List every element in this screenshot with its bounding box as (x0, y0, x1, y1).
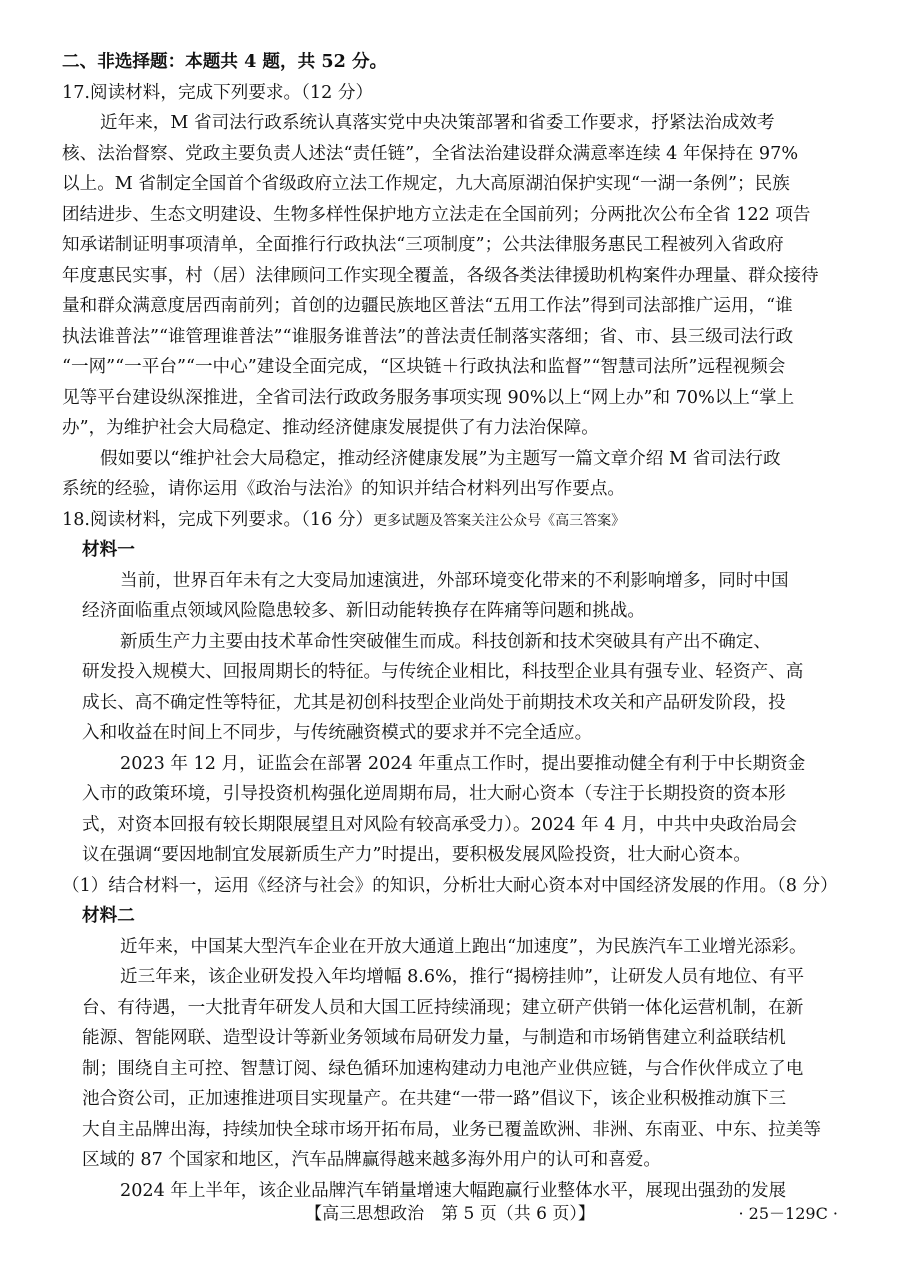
q17-paragraph-line: 近年来，M 省司法行政系统认真落实党中央决策部署和省委工作要求，抒紧法治成效考 (100, 113, 775, 133)
q17-paragraph-line: “一网”“一平台”“一中心”建设全面完成，“区块链＋行政执法和监督”“智慧司法所”远程视频会 (62, 357, 786, 377)
m1-paragraph-line: 新质生产力主要由技术革命性突破催生而成。科技创新和技术突破具有产出不确定、 (120, 632, 771, 652)
q17-paragraph-line: 团结进步、生态文明建设、生物多样性保护地方立法走在全国前列；分两批次公布全省 122 项告 (62, 205, 811, 225)
q17-task-line: 假如要以“维护社会大局稳定，推动经济健康发展”为主题写一篇文章介绍 M 省司法行政 (100, 449, 781, 469)
material-2-title: 材料二 (82, 905, 135, 926)
m1-paragraph-line: 式，对资本回报有较长期限展望且对风险有较高承受力）。2024 年 4 月，中共中央政治局会 (82, 815, 797, 835)
m2-paragraph-line: 大自主品牌出海，持续加快全球市场开拓布局，业务已覆盖欧洲、非洲、东南亚、中东、拉美等 (82, 1120, 821, 1140)
q17-paragraph-line: 以上。M 省制定全国首个省级政府立法工作规定，九大高原湖泊保护实现“一湖一条例”；民族 (62, 174, 790, 194)
m2-paragraph-line: 池合资公司，正加速推进项目实现量产。在共建“一带一路”倡议下，该企业积极推动旗下三 (82, 1089, 787, 1109)
m1-paragraph-line: 研发投入规模大、回报周期长的特征。与传统企业相比，科技型企业具有强专业、轻资产、高 (82, 662, 804, 682)
q17-paragraph-line: 核、法治督察、党政主要负责人述法“责任链”，全省法治建设群众满意率连续 4 年保持在 97% (62, 144, 799, 164)
m2-paragraph-line: 台、有待遇，一大批青年研发人员和大国工匠持续涌现；建立研产供销一体化运营机制，在新 (82, 998, 804, 1018)
m1-paragraph-line: 当前，世界百年未有之大变局加速演进，外部环境变化带来的不利影响增多，同时中国 (120, 571, 789, 591)
question-18-stem-text: 18.阅读材料，完成下列要求。（16 分） (62, 510, 374, 530)
m2-paragraph-line: 近年来，中国某大型汽车企业在开放大通道上跑出“加速度”，为民族汽车工业增光添彩。 (120, 937, 807, 957)
m1-paragraph-line: 入市的政策环境，引导投资机构强化逆周期布局，壮大耐心资本（专注于长期投资的资本形 (82, 784, 786, 804)
q17-paragraph-line: 执法谁普法”“谁管理谁普法”“谁服务谁普法”的普法责任制落实落细；省、市、县三级司法行政 (62, 327, 794, 347)
watermark-text: 更多试题及答案关注公众号《高三答案》 (373, 513, 626, 529)
m1-paragraph-line: 议在强调“要因地制宜发展新质生产力”时提出，要积极发展风险投资，壮大耐心资本。 (82, 845, 751, 865)
m2-paragraph-line: 近三年来，该企业研发投入年均增幅 8.6%，推行“揭榜挂帅”，让研发人员有地位、有平 (120, 967, 805, 987)
m2-paragraph-line: 制；围绕自主可控、智慧订阅、绿色循环加速构建动力电池产业供应链，与合作伙伴成立了电 (82, 1059, 804, 1079)
m1-paragraph-line: 成长、高不确定性等特征，尤其是初创科技型企业尚处于前期技术攻关和产品研发阶段，投 (82, 693, 786, 713)
q17-paragraph-line: 量和群众满意度居西南前列；首创的边疆民族地区普法“五用工作法”得到司法部推广运用，“谁 (62, 296, 793, 316)
section-title: 二、非选择题：本题共 4 题，共 52 分。 (62, 51, 388, 72)
m2-paragraph-line: 区域的 87 个国家和地区，汽车品牌赢得越来越多海外用户的认可和喜爱。 (82, 1150, 661, 1170)
m1-paragraph-line: 入和收益在时间上不同步，与传统融资模式的要求并不完全适应。 (82, 723, 593, 743)
footer-code: · 25－129C · (738, 1204, 838, 1223)
q17-paragraph-line: 知承诺制证明事项清单，全面推行行政执法“三项制度”；公共法律服务惠民工程被列入省政府 (62, 235, 784, 255)
q17-paragraph-line: 见等平台建设纵深推进，全省司法行政政务服务事项实现 90%以上“网上办”和 70%以上“掌上 (62, 388, 795, 408)
page-footer (0, 1199, 900, 1229)
material-1-title: 材料一 (82, 539, 135, 560)
footer-page-info: 【高三思想政治 第 5 页（共 6 页）】 (305, 1204, 595, 1224)
m2-paragraph-line: 2024 年上半年，该企业品牌汽车销量增速大幅跑赢行业整体水平，展现出强劲的发展 (120, 1181, 787, 1201)
m2-paragraph-line: 能源、智能网联、造型设计等新业务领域布局研发力量，与制造和市场销售建立利益联结机 (82, 1028, 786, 1048)
q17-paragraph-line: 办”，为维护社会大局稳定、推动经济健康发展提供了有力法治保障。 (62, 418, 599, 438)
m1-paragraph-line: 经济面临重点领域风险隐患较多、新旧动能转换存在阵痛等问题和挑战。 (82, 601, 646, 621)
q17-paragraph-line: 年度惠民实事，村（居）法律顾问工作实现全覆盖，各级各类法律援助机构案件办理量、群众接待 (62, 266, 819, 286)
m1-paragraph-line: 2023 年 12 月，证监会在部署 2024 年重点工作时，提出要推动健全有利于中长期资金 (120, 754, 806, 774)
question-17-stem: 17.阅读材料，完成下列要求。（12 分） (62, 83, 374, 103)
question-18-stem (62, 509, 625, 532)
q17-task-line: 系统的经验，请你运用《政治与法治》的知识并结合材料列出写作要点。 (62, 479, 626, 499)
sub-question-1: （1）结合材料一，运用《经济与社会》的知识，分析壮大耐心资本对中国经济发展的作用。（8 分） (62, 876, 838, 896)
